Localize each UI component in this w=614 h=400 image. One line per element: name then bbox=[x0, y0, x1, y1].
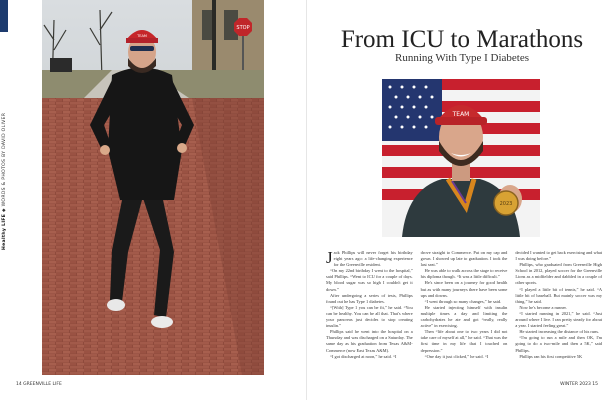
portrait-cap-text: TEAM bbox=[452, 111, 470, 118]
section-credit-label bbox=[2, 10, 7, 250]
article-paragraph: He's since been on a journey for good health but as with many journeys there have been some ups and downs. bbox=[420, 280, 508, 298]
article-column-1 bbox=[326, 250, 413, 376]
article-paragraph: After undergoing a series of tests, Phillips found out he has Type 1 diabetes. bbox=[326, 292, 413, 304]
section-label: Healthy LIFE bbox=[2, 213, 7, 250]
article-paragraph: “I'm going to run a mile and then OK, I'm going to do a two-mile and then a 5K,” said Phillips. bbox=[515, 335, 603, 353]
article-body bbox=[326, 250, 602, 376]
article-paragraph: Phillips, who graduated from Greenville High School in 2012, played soccer for the Greenville Lions as a midfielder and dabbled in a couple of other sports. bbox=[515, 262, 603, 286]
medal-portrait-photo bbox=[382, 79, 540, 237]
article-paragraph: Phillips ran his first competitive 5K bbox=[519, 353, 583, 359]
article-paragraph: “I went through so many changes,” he said. bbox=[424, 298, 502, 304]
runner-cap-text: TEAM bbox=[137, 34, 147, 38]
article-paragraph: decided I wanted to get back exercising and what I was doing before.” bbox=[515, 250, 603, 262]
article-paragraph: Now he's become a runner. bbox=[519, 304, 567, 310]
article-paragraph: He was able to walk across the stage to receive his diploma though. “It was a little difficult.” bbox=[420, 268, 508, 280]
article-column-3 bbox=[515, 250, 602, 376]
page-folio-right: WINTER 2023 15 bbox=[560, 382, 598, 387]
section-separator: ◆ bbox=[2, 206, 7, 213]
article-paragraph: “I got discharged at noon,” he said. “I bbox=[330, 353, 397, 359]
article-column-2 bbox=[421, 250, 508, 376]
stop-sign-text: STOP bbox=[236, 25, 250, 31]
medal-text: 2023 bbox=[499, 201, 513, 207]
article-headline: From ICU to Marathons bbox=[340, 26, 584, 53]
article-subhead: Running With Type I Diabetes bbox=[394, 52, 530, 64]
page-folio-left: 14 GREENVILLE LIFE bbox=[16, 382, 62, 387]
runner-photo-art bbox=[42, 0, 264, 375]
article-paragraph: “I played a little bit of tennis,” he said. “A little bit of baseball. But mainly soccer was my thing,” he said. bbox=[515, 286, 603, 304]
article-paragraph: drove straight to Commerce. Put on my cap and gown. I showed up late to graduation. I took the last seat.” bbox=[420, 250, 508, 268]
article-paragraph: He started increasing the distance of his runs. bbox=[519, 329, 600, 335]
article-paragraph: Jack Phillips will never forget his birthday eight years ago: a life-changing experience for the Greenville resident. bbox=[326, 248, 413, 268]
medal-portrait-art bbox=[382, 79, 540, 237]
photo-credit: WORDS & PHOTOS BY DAVID OLIVER bbox=[2, 112, 7, 207]
drop-cap: J bbox=[326, 248, 333, 267]
article-paragraph: Then “life about one to two years I did not take care of myself at all,” he said. “That was the first time in my life that I touched on depression.” bbox=[420, 329, 508, 353]
article-paragraph: “[With] Type 1 you can be fit,” he said. “You can be healthy. You can be all that. That's where your pancreas just decides to stop creating insulin.” bbox=[326, 304, 413, 329]
runner-photo bbox=[42, 0, 264, 375]
article-paragraph: He started injecting himself with insulin multiple times a day and limiting the carbohydrates he ate and got “really, really active” in exercising. bbox=[420, 304, 508, 329]
article-paragraph: “On my 22nd birthday I went to the hospital,” said Phillips. “Went to ICU for a couple of days. My blood sugar was so high I couldn't get it down.” bbox=[326, 268, 413, 292]
article-paragraph: Phillips said he went into the hospital on a Thursday and was discharged on a Saturday. The same day as his graduation from Texas A&M-Commerce (now East Texas A&M). bbox=[326, 329, 413, 353]
page-gutter bbox=[306, 0, 307, 400]
article-paragraph: “I started running in 2021,” he said. “Just around where I live. I ran pretty steady for about a year. I started feeling great.” bbox=[515, 310, 603, 329]
article-paragraph: “One day it just clicked,” he said. “I bbox=[424, 353, 489, 359]
